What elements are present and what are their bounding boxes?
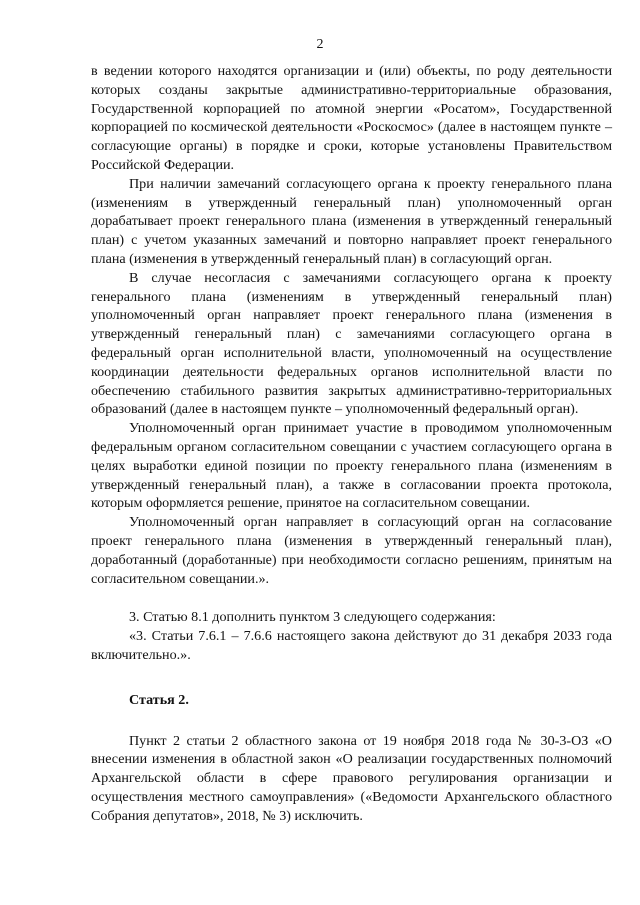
paragraph-remarks: При наличии замечаний согласующего органа к проекту генерального плана (изменениям в утвержденный генеральный план) уполномоченный орган дорабатывает проект генерального плана (изменения в утвержденный генеральный план) с учетом указанных замечаний и повторно направляет проект генерального плана (изменения в утвержденный генеральный план) в согласующий орган. bbox=[91, 175, 612, 267]
document-body bbox=[91, 62, 612, 825]
paragraph-continuation: в ведении которого находятся организации и (или) объекты, по роду деятельности которых созданы закрытые административно-территориальные образования, Государственной корпорацией по атомной энергии «Росатом», Государственной корпорацией по космической деятельности «Роскосмос» (далее в настоящем пункте – согласующие органы) в порядке и сроки, которые установлены Правительством Российской Федерации. bbox=[91, 63, 612, 173]
paragraph-submission: Уполномоченный орган направляет в согласующий орган на согласование проект генерального плана (изменения в утвержденный генеральный план), доработанный (доработанные) при необходимости согласно решениям, принятым на согласительном совещании.». bbox=[91, 514, 612, 587]
paragraph-amendment-text: «3. Статьи 7.6.1 – 7.6.6 настоящего закона действуют до 31 декабря 2033 года включительно.». bbox=[91, 628, 612, 663]
paragraph-participation: Уполномоченный орган принимает участие в проводимом уполномоченным федеральным органом согласительном совещании с участием согласующего органа в целях выработки единой позиции по проекту генерального плана (изменениям в утвержденный генеральный план), а также в согласовании проекта протокола, которым оформляется решение, принятое на согласительном совещании. bbox=[91, 420, 612, 512]
article-heading: Статья 2. bbox=[129, 691, 189, 708]
page-number: 2 bbox=[316, 37, 324, 52]
paragraph-amendment-item: 3. Статью 8.1 дополнить пунктом 3 следующего содержания: bbox=[129, 609, 496, 626]
paragraph-disagreement: В случае несогласия с замечаниями согласующего органа к проекту генерального плана (изменениям в утвержденный генеральный план) уполномоченный орган направляет проект генерального плана (изменения в утвержденный генеральный план) с замечаниями согласующего органа в федеральный орган исполнительной власти, уполномоченный на осуществление координации деятельности федеральных органов исполнительной власти по обеспечению стабильного развития закрытых административно-территориальных образований (далее в настоящем пункте – уполномоченный федеральный орган). bbox=[91, 269, 612, 418]
paragraph-article-2: Пункт 2 статьи 2 областного закона от 19 ноября 2018 года № 30-3-ОЗ «О внесении изменения в областной закон «О реализации государственных полномочий Архангельской области в сфере правового регулирования организации и осуществления местного самоуправления» («Ведомости Архангельского областного Собрания депутатов», 2018, № 3) исключить. bbox=[91, 732, 612, 824]
